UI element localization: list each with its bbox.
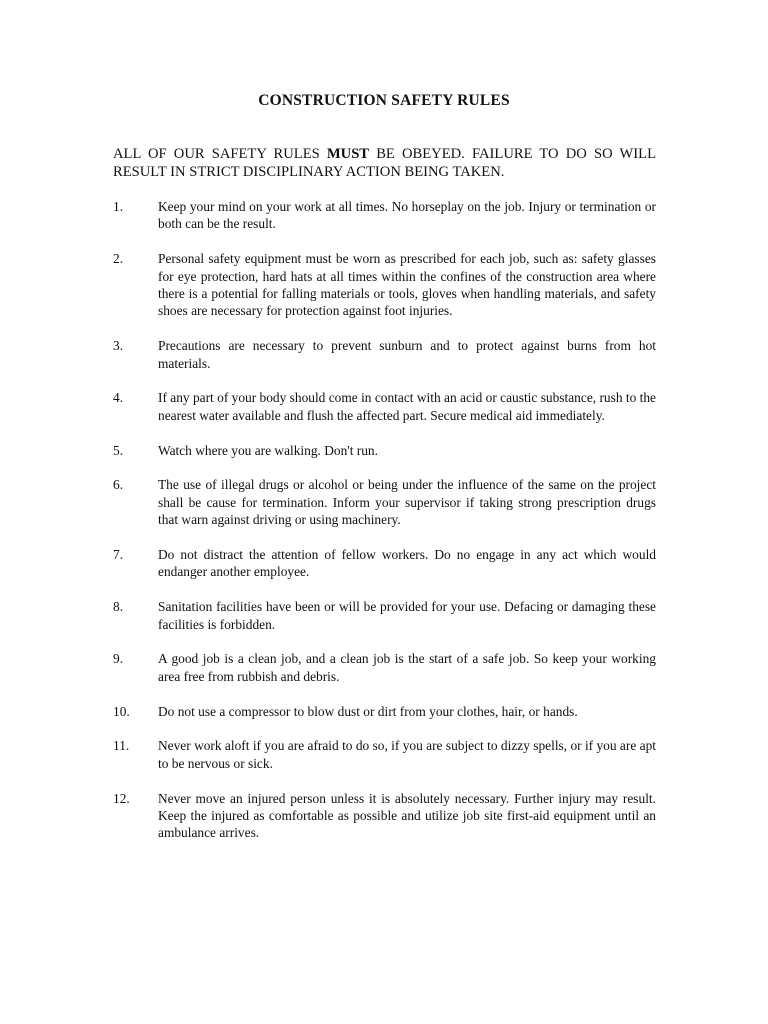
rules-list (113, 198, 656, 859)
rule-item (113, 476, 656, 528)
rule-item (113, 598, 656, 633)
rule-item (113, 198, 656, 233)
rule-item (113, 650, 656, 685)
rule-text: Never move an injured person unless it is absolutely necessary. Further injury may result. Keep the injured as comfortable as possible and utilize job site first-aid equipment until an ambulance arrives. (158, 790, 656, 841)
rule-text: Personal safety equipment must be worn as prescribed for each job, such as: safety glasses for eye protection, hard hats at all times within the confines of the construction area where there is a potential for falling materials or tools, gloves when handling materials, and safety shoes are necessary for protection against foot injuries. (158, 251, 656, 319)
rule-item (113, 337, 656, 372)
intro-text-2: BE OBEYED. FAILURE TO DO SO WILL RESULT IN STRICT DISCIPLINARY ACTION BEING TAKEN. (113, 146, 656, 180)
rule-text: Keep your mind on your work at all times. No horseplay on the job. Injury or termination or both can be the result. (158, 199, 656, 232)
rule-item (113, 546, 656, 581)
rule-number: 11. (113, 738, 130, 754)
rule-number: 12. (113, 790, 130, 806)
intro-paragraph (113, 146, 656, 181)
intro-text-1: ALL OF OUR SAFETY RULES (113, 146, 327, 162)
rule-number: 3. (113, 338, 124, 354)
rule-number: 1. (113, 199, 124, 214)
rule-item (113, 250, 656, 320)
rule-item (113, 442, 656, 459)
rule-number: 2. (113, 251, 124, 267)
rule-item (113, 737, 656, 772)
document-title: CONSTRUCTION SAFETY RULES (258, 92, 510, 109)
rule-number: 7. (113, 547, 124, 563)
rule-number: 4. (113, 390, 124, 406)
rule-text: If any part of your body should come in contact with an acid or caustic substance, rush to the nearest water available and flush the affected part. Secure medical aid immediately. (158, 390, 656, 423)
rule-number: 8. (113, 599, 124, 615)
rule-number: 10. (113, 703, 130, 719)
rule-item (113, 703, 656, 720)
rule-text: Sanitation facilities have been or will be provided for your use. Defacing or damaging these facilities is forbidden. (158, 599, 656, 632)
rule-number: 9. (113, 651, 124, 667)
rule-item (113, 790, 656, 842)
rule-text: Do not use a compressor to blow dust or dirt from your clothes, hair, or hands. (158, 703, 578, 719)
rule-text: Never work aloft if you are afraid to do so, if you are subject to dizzy spells, or if you are apt to be nervous or sick. (158, 738, 656, 771)
rule-number: 6. (113, 477, 124, 493)
rule-number: 5. (113, 442, 124, 458)
rule-text: Watch where you are walking. Don't run. (158, 442, 378, 458)
rule-text: Do not distract the attention of fellow workers. Do no engage in any act which would endanger another employee. (158, 547, 656, 580)
intro-emphasis: MUST (326, 146, 370, 162)
rule-text: A good job is a clean job, and a clean job is the start of a safe job. So keep your working area free from rubbish and debris. (158, 651, 656, 684)
rule-text: Precautions are necessary to prevent sunburn and to protect against burns from hot materials. (158, 338, 656, 371)
rule-item (113, 389, 656, 424)
rule-text: The use of illegal drugs or alcohol or being under the influence of the same on the project shall be cause for termination. Inform your supervisor if taking strong prescription drugs that warn against driving or using machinery. (158, 477, 656, 528)
